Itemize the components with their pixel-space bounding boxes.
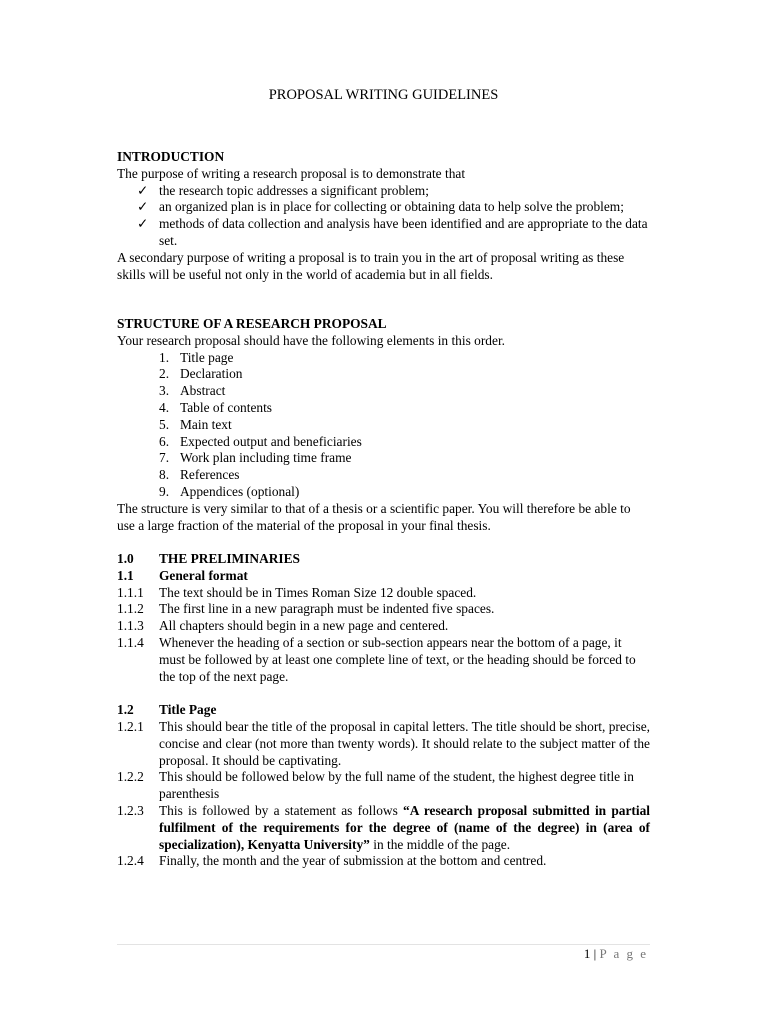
introduction-heading: INTRODUCTION — [117, 149, 225, 164]
list-item: 3. Abstract — [159, 383, 226, 399]
numbered-item: 1.1.1 The text should be in Times Roman Size 12 double spaced. — [117, 584, 477, 600]
section-heading: 1.0 THE PRELIMINARIES — [117, 551, 301, 566]
numbered-item: 1.1.4 Whenever the heading of a section or sub-section appears near the bottom of a page, it must be followed by at least one complete line of text, or the heading should be forced to the top of the next page. — [117, 634, 636, 684]
list-item: 7. Work plan including time frame — [159, 450, 352, 466]
numbered-item: 1.2.4 Finally, the month and the year of submission at the bottom and centred. — [117, 853, 547, 869]
page-number: 1 — [583, 946, 591, 961]
structure-lead: Your research proposal should have the following elements in this order. — [117, 332, 506, 348]
checklist-item: ✓ an organized plan is in place for collecting or obtaining data to help solve the problem; — [137, 199, 624, 215]
list-item: 5. Main text — [159, 416, 232, 432]
numbered-item: 1.2.3 This is followed by a statement as follows “A research proposal submitted in partial fulfilment of the requirements for the degree of (name of the degree) in (area of specialization), Kenyatta University” in the middle of the page. — [117, 802, 651, 852]
structure-heading: STRUCTURE OF A RESEARCH PROPOSAL — [117, 316, 387, 331]
introduction-lead: The purpose of writing a research proposal is to demonstrate that — [117, 165, 466, 181]
check-icon: ✓ — [137, 216, 149, 232]
numbered-item: 1.1.2 The first line in a new paragraph must be indented five spaces. — [117, 601, 495, 617]
preliminaries-section — [117, 551, 650, 870]
subsection-heading-title-page: 1.2 Title Page — [117, 702, 217, 718]
structure-list — [117, 350, 650, 501]
structure-section — [117, 316, 650, 534]
spacer — [117, 685, 650, 702]
page-label: P a g e — [599, 946, 648, 961]
list-item: 6. Expected output and beneficiaries — [159, 433, 362, 449]
checklist-item: ✓ methods of data collection and analysis have been identified and are appropriate to the data set. — [137, 216, 648, 248]
numbered-item: 1.1.3 All chapters should begin in a new page and centered. — [117, 618, 449, 634]
purpose-checklist — [117, 183, 650, 250]
list-item: 9. Appendices (optional) — [159, 483, 300, 499]
numbered-item: 1.2.2 This should be followed below by the full name of the student, the highest degree title in parenthesis — [117, 769, 634, 802]
list-item: 2. Declaration — [159, 366, 243, 382]
numbered-item: 1.2.1 This should bear the title of the proposal in capital letters. The title should be short, precise, concise and clear (not more than twenty words). It should relate to the subject matter of the proposal. It should be captivating. — [117, 718, 650, 768]
page-footer: 1 | P a g e — [583, 946, 648, 961]
list-item: 1. Title page — [159, 349, 234, 365]
subsection-heading-general-format: 1.1 General format — [117, 567, 248, 583]
footer-divider — [117, 944, 650, 945]
secondary-purpose-paragraph: A secondary purpose of writing a proposal is to train you in the art of proposal writing as these skills will be useful not only in the world of academia but in all fields. — [117, 249, 625, 282]
checklist-item: ✓ the research topic addresses a significant problem; — [137, 182, 429, 198]
check-icon: ✓ — [137, 199, 149, 215]
check-icon: ✓ — [137, 182, 149, 198]
document-title: PROPOSAL WRITING GUIDELINES — [268, 87, 499, 103]
structure-closing-paragraph: The structure is very similar to that of a thesis or a scientific paper. You will therefore be able to use a large fraction of the material of the proposal in your final thesis. — [117, 500, 631, 533]
list-item: 4. Table of contents — [159, 399, 273, 415]
introduction-section — [117, 149, 650, 283]
list-item: 8. References — [159, 467, 240, 483]
